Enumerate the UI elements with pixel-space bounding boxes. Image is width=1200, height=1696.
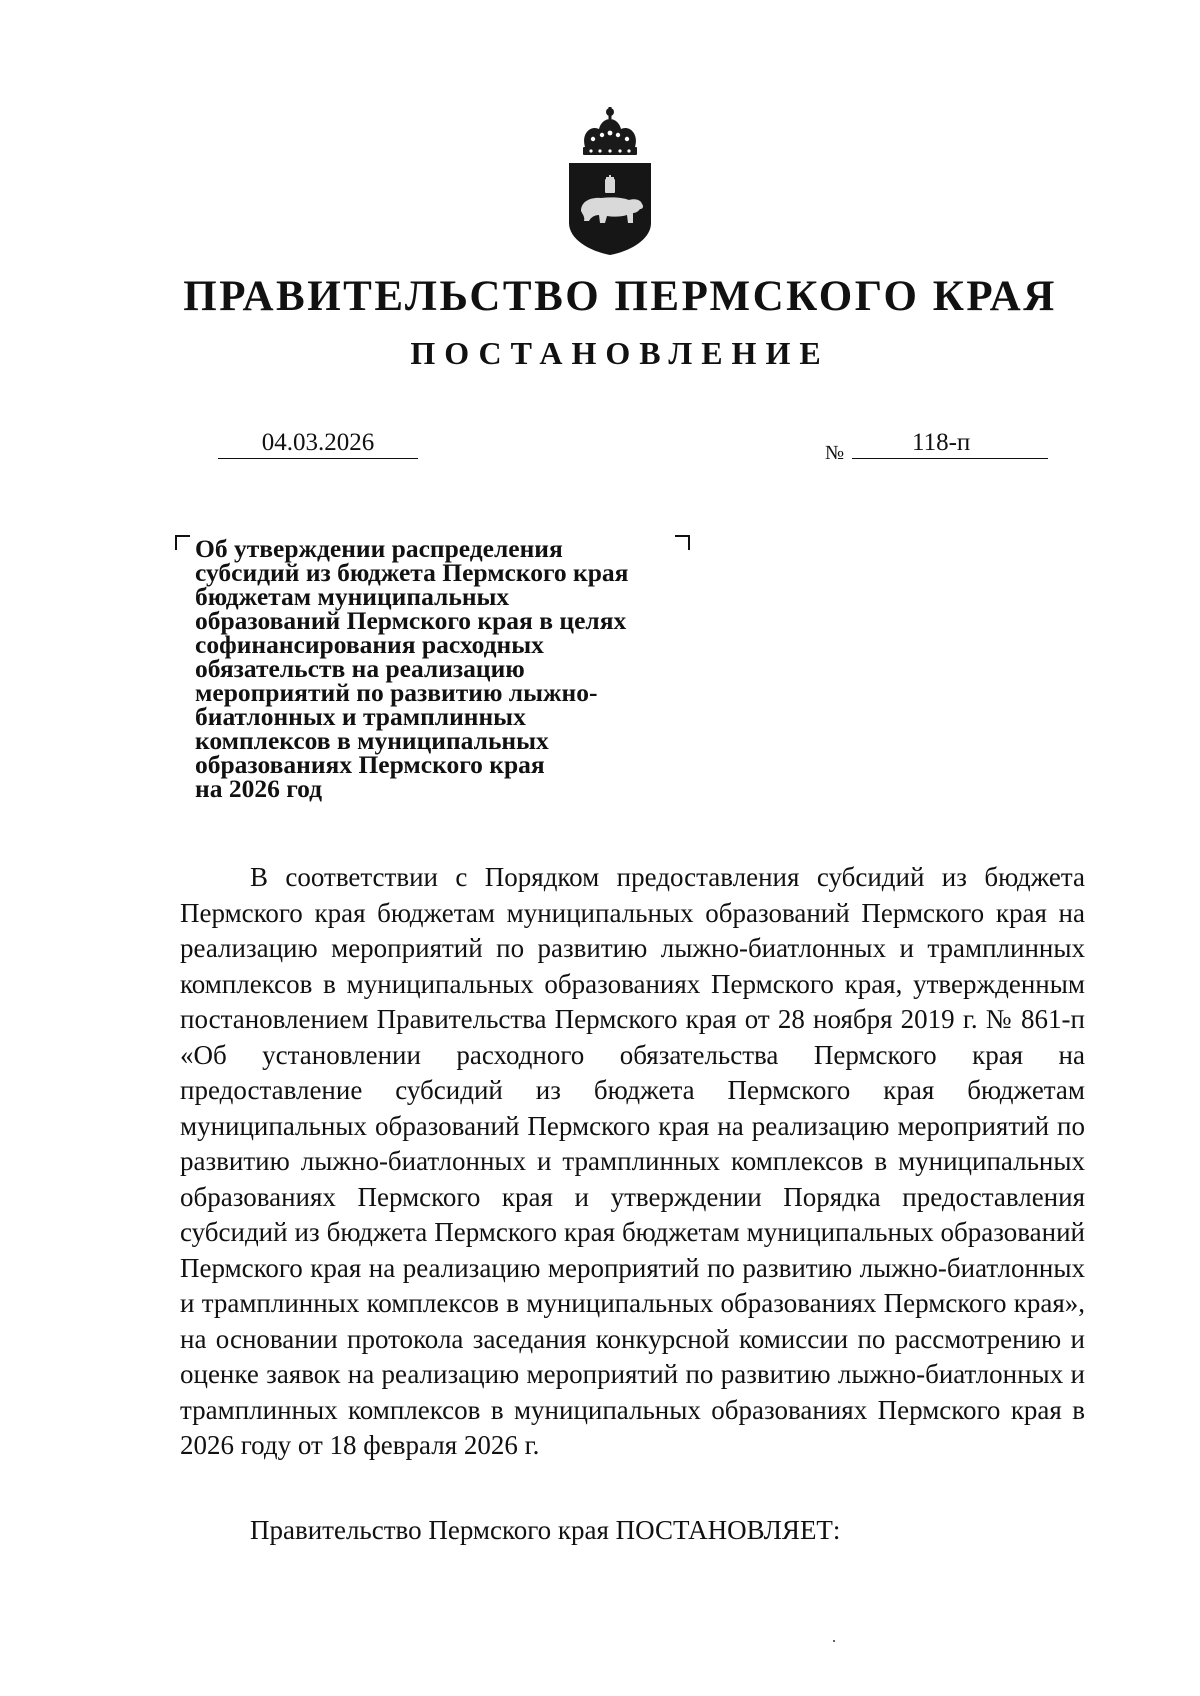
resolution-line: Правительство Пермского края ПОСТАНОВЛЯЕТ: (250, 1515, 841, 1545)
scan-speck (833, 1640, 835, 1642)
subject-bracket-left (175, 535, 190, 550)
document-date: 04.03.2026 (218, 428, 418, 459)
document-number: 118-п (852, 428, 1048, 459)
government-title: ПРАВИТЕЛЬСТВО ПЕРМСКОГО КРАЯ (183, 273, 1057, 320)
preamble-paragraph: В соответствии с Порядком предоставления субсидий из бюджета Пермского края бюджетам муниципальных образований Пермского края на реализацию мероприятий по развитию лыжно-биатлонных и трамплинных комплексов в муниципальных образованиях Пермского края, утвержденным постановлением Правительства Пермского края от 28 ноября 2019 г. № 861-п «Об установлении расходного обязательства Пермского края на предоставление субсидий из бюджета Пермского края бюджетам муниципальных образований Пермского края на реализацию мероприятий по развитию лыжно-биатлонных и трамплинных комплексов в муниципальных образованиях Пермского края и утверждении Порядка предоставления субсидий из бюджета Пермского края бюджетам муниципальных образований Пермского края на реализацию мероприятий по развитию лыжно-биатлонных и трамплинных комплексов в муниципальных образованиях Пермского края», на основании протокола заседания конкурсной комиссии по рассмотрению и оценке заявок на реализацию мероприятий по развитию лыжно-биатлонных и трамплинных комплексов в муниципальных образованиях Пермского края в 2026 году от 18 февраля 2026 г. (180, 862, 1085, 1460)
document-subject: Об утверждении распределения субсидий из бюджета Пермского края бюджетам муниципальных образований Пермского края в целях софинансирования расходных обязательств на реализацию мероприятий по развитию лыжно- биатлонных и трамплинных комплексов в муниципальных образованиях Пермского края на 2026 год (195, 534, 629, 803)
document-type: ПОСТАНОВЛЕНИЕ (410, 335, 830, 371)
number-sign: № (825, 442, 845, 464)
perm-krai-coat-of-arms-icon (565, 105, 655, 255)
